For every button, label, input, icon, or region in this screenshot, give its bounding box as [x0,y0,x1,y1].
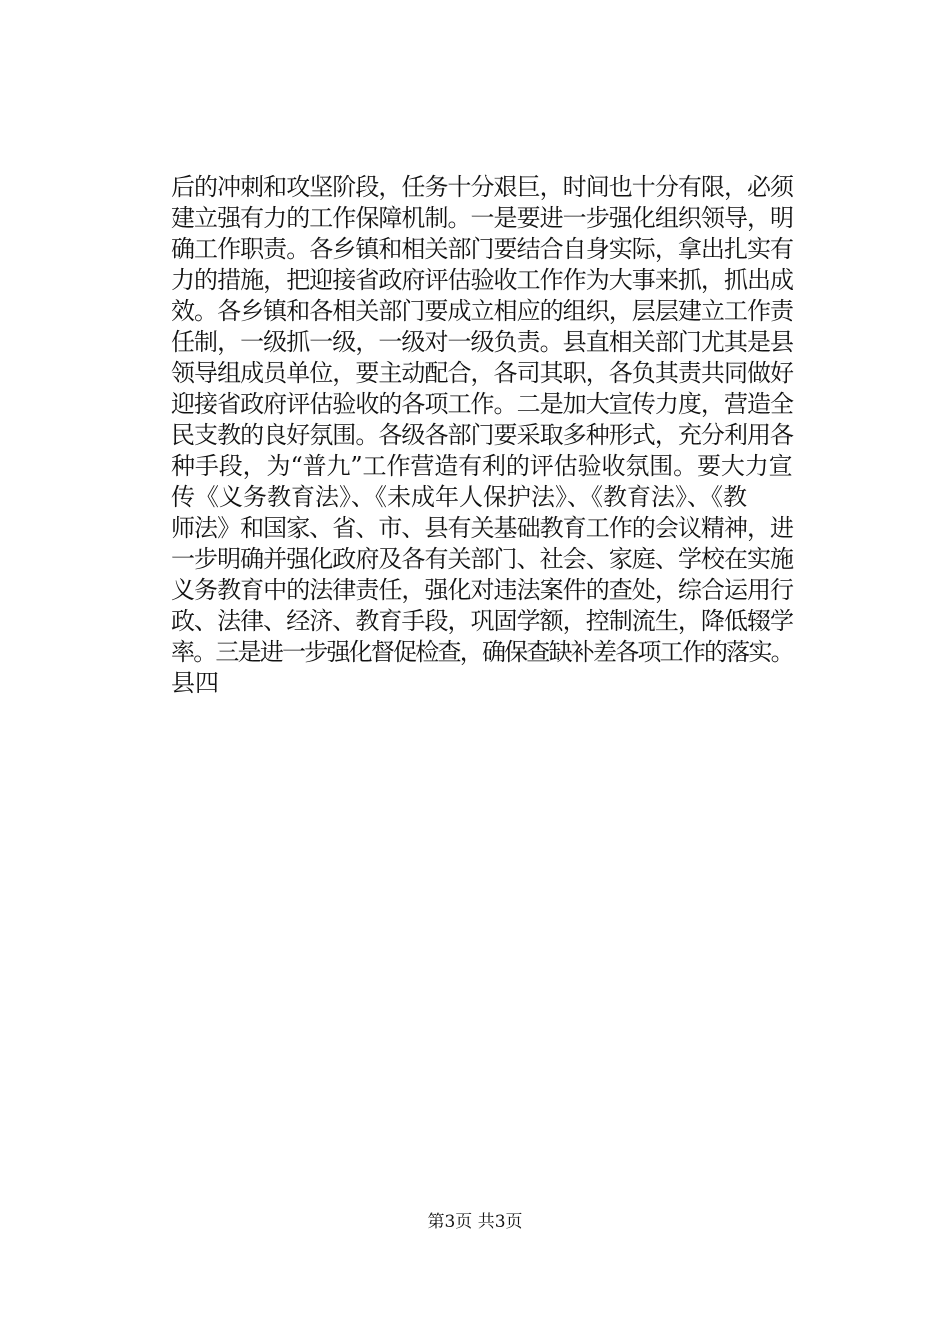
text-line: 领导组成员单位，要主动配合，各司其职，各负其责共同做好 [171,359,794,387]
text-line: 政、法律、经济、教育手段，巩固学额，控制流生，降低辍学 [171,607,794,635]
text-line: 力的措施，把迎接省政府评估验收工作作为大事来抓，抓出成 [171,266,794,294]
text-line: 种手段，为“普九”工作营造有利的评估验收氛围。要大力宣 [171,452,793,480]
page-indicator: 第3页 共3页 [427,1212,523,1232]
text-line: 确工作职责。各乡镇和相关部门要结合自身实际，拿出扎实有 [171,235,794,263]
text-line: 效。各乡镇和各相关部门要成立相应的组织，层层建立工作责 [171,297,794,325]
text-line: 迎接省政府评估验收的各项工作。二是加大宣传力度，营造全 [171,390,794,418]
text-line: 率。三是进一步强化督促检查，确保查缺补差各项工作的落实。 [171,638,793,666]
text-line: 后的冲刺和攻坚阶段，任务十分艰巨，时间也十分有限，必须 [171,173,794,201]
body-text [171,172,794,699]
text-line: 一步明确并强化政府及各有关部门、社会、家庭、学校在实施 [171,545,794,573]
page-footer [0,1210,950,1234]
text-line: 师法》和国家、省、市、县有关基础教育工作的会议精神，进 [171,514,794,542]
text-line: 任制，一级抓一级，一级对一级负责。县直相关部门尤其是县 [171,328,794,356]
text-line: 县四 [171,669,219,697]
text-line: 民支教的良好氛围。各级各部门要采取多种形式，充分利用各 [171,421,794,449]
text-line: 建立强有力的工作保障机制。一是要进一步强化组织领导，明 [171,204,794,232]
text-line: 传《义务教育法》、《未成年人保护法》、《教育法》、《教 [171,483,747,511]
text-line: 义务教育中的法律责任，强化对违法案件的查处，综合运用行 [171,576,794,604]
